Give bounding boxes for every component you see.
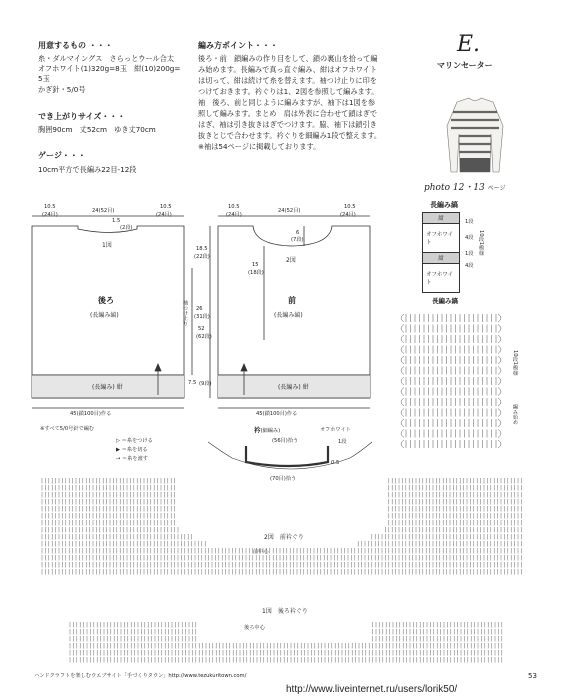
size-heading: でき上がりサイズ・・・	[38, 112, 126, 121]
front-chart-fig: 2図	[264, 534, 274, 541]
back-chart-fig: 1図	[262, 608, 272, 615]
back-bottom: 45(鎖100目)作る	[70, 411, 112, 417]
back-neck-h-sub: (2段)	[120, 225, 133, 231]
stripe-row: 紺	[423, 253, 460, 264]
front-total-h-sub: (62段)	[196, 334, 212, 340]
collar-top: (56目)拾う	[272, 438, 299, 444]
stripe-c: 1段	[465, 251, 474, 257]
front-hem-color: 紺	[302, 384, 309, 391]
collar-sub: (細編み)	[260, 428, 281, 434]
legend-cut: ▶ ＝糸を切る	[116, 447, 148, 453]
stitch-chart-rows: 10段1模様	[512, 350, 518, 376]
front-upper-h-sub: (22段)	[194, 254, 210, 260]
size-line: 胸囲90cm 丈52cm ゆき丈70cm	[38, 125, 156, 134]
points-line: ※袖は54ページに掲載しております。	[198, 142, 321, 151]
source-url: http://www.liveinternet.ru/users/lorik50/	[286, 684, 458, 695]
back-name: 後ろ	[98, 296, 114, 305]
front-upper-h: 18.5	[196, 246, 208, 252]
points-line: 袖 後ろ、前と同じように編みますが、袖下は1図を参	[198, 98, 376, 107]
front-dim-left-sub: (24目)	[226, 212, 242, 218]
back-hem-h: 7.5	[188, 380, 197, 386]
back-sub: (長編み縞)	[90, 312, 119, 319]
back-neck-chart	[70, 622, 502, 663]
stitch-chart-start: 編み始め	[512, 404, 518, 425]
materials-line: オフホワイト(1)320g=8玉 紺(10)200g=	[38, 64, 181, 73]
gauge-line: 10cm平方で長編み22目-12段	[38, 165, 137, 174]
legend-attach: ▷ ＝糸をつける	[116, 438, 153, 444]
gauge-heading: ゲージ・・・	[38, 151, 86, 160]
back-height-sub: (31段)	[194, 314, 210, 320]
pattern-letter: E.	[457, 32, 481, 57]
collar-rows: 1段	[338, 439, 347, 445]
back-dim-left: 10.5	[44, 204, 56, 210]
collar-color: オフホワイト	[320, 427, 351, 433]
collar-bottom: (70目)拾う	[270, 476, 297, 482]
front-chart-title: 前衿ぐり	[279, 534, 304, 541]
stripe-repeat: 10段1模様	[478, 230, 484, 256]
back-dim-left-sub: (24目)	[42, 212, 58, 218]
collar-width: 0.5	[331, 460, 340, 466]
back-chart-title: 後ろ衿ぐり	[277, 608, 308, 615]
back-neck-h: 1.5	[112, 218, 121, 224]
back-side-note: 袖つけ止り	[182, 300, 188, 326]
legend-cut-text: ＝糸を切る	[121, 447, 148, 453]
stripe-b: 4段	[465, 235, 474, 241]
front-hem	[278, 382, 309, 391]
back-hem-color: 紺	[116, 384, 123, 391]
back-hem-h-sub: (9段)	[199, 381, 212, 387]
back-height: 26	[196, 306, 203, 312]
points-line: み始めます。長編みで真っ直ぐ編み、紺はオフホワイト	[198, 65, 378, 74]
front-neck-h-sub: (7段)	[291, 237, 304, 243]
stitch-chart	[401, 314, 501, 448]
photo-ref-page: ページ	[487, 185, 506, 192]
front-fig: 2図	[286, 257, 296, 264]
front-dim-right: 10.5	[344, 204, 356, 210]
front-chart-label	[264, 532, 304, 541]
front-neck-chart	[42, 478, 521, 575]
legend-carry-text: ＝糸を渡す	[122, 456, 148, 462]
stripe-row: オフホワイト	[423, 224, 460, 253]
materials-line: 5玉	[38, 74, 50, 83]
points-line: はぎ、袖は引き抜きはぎでつけます。脇、袖下は鎖引き	[198, 120, 377, 129]
stripe-row: オフホワイト	[423, 264, 460, 293]
front-center: 前中心	[253, 549, 269, 555]
page-number: 53	[528, 672, 537, 680]
front-mid-h: 15	[252, 262, 259, 268]
collar-title	[254, 425, 280, 434]
legend-attach-text: ＝糸をつける	[121, 438, 153, 444]
back-hem-text: (長編み)	[92, 384, 115, 391]
front-dim-left: 10.5	[228, 204, 240, 210]
stripe-a: 1段	[465, 219, 474, 225]
materials-line: 糸・ダルマイングス さらっとウール合太	[38, 54, 175, 63]
stripe-d: 4段	[465, 263, 474, 269]
front-sub: (長編み縞)	[274, 312, 303, 319]
materials-heading: 用意するもの ・・・	[38, 41, 113, 50]
stripe-table-title: 長編み縞	[430, 201, 458, 209]
back-center: 後ろ中心	[244, 625, 265, 631]
points-line: は切って、紺は続けて糸を替えます。袖つけ止りに印を	[198, 76, 377, 85]
back-fig: 1図	[102, 242, 112, 249]
points-line: 抜きとじで合わせます。衿ぐりを細編み1段で整えます。	[198, 131, 382, 140]
back-dim-right: 10.5	[160, 204, 172, 210]
needle-note: ※すべて5/0号針で編む	[40, 426, 95, 432]
points-heading: 編み方ポイント・・・	[198, 41, 278, 50]
front-neck-h: 6	[296, 230, 300, 236]
points-line: 後ろ・前 鎖編みの作り目をして、鎖の裏山を拾って編	[198, 54, 378, 63]
front-dim-mid: 24(52目)	[278, 208, 301, 214]
legend-carry: → ＝糸を渡す	[116, 456, 148, 462]
front-total-h: 52	[198, 326, 205, 332]
front-bottom: 45(鎖100目)作る	[256, 411, 298, 417]
footer-text: ハンドクラフトを楽しむウエブサイト「手づくりタウン」http://www.tezukuritown.com/	[34, 673, 247, 679]
stripe-row: 紺	[423, 213, 460, 224]
back-dim-right-sub: (24目)	[156, 212, 172, 218]
materials-line: かぎ針・5/0号	[38, 85, 86, 94]
back-chart-label	[262, 606, 308, 615]
front-dim-right-sub: (24目)	[340, 212, 356, 218]
points-line: 照して編みます。まとめ 肩は外表に合わせて鎖はぎで	[198, 109, 378, 118]
points-line: つけておきます。衿ぐりは1、2図を参照して編みます。	[198, 87, 379, 96]
photo-ref-text: photo 12・13	[424, 183, 485, 193]
stitch-chart-title: 長編み縞	[432, 297, 458, 305]
back-dim-mid: 24(52目)	[92, 208, 115, 214]
front-name: 前	[288, 296, 296, 305]
collar-title-text: 衿	[254, 426, 261, 434]
pattern-name: マリンセーター	[437, 61, 493, 70]
back-hem	[92, 382, 123, 391]
front-hem-text: (長編み)	[278, 384, 301, 391]
front-mid-h-sub: (18段)	[248, 270, 264, 276]
